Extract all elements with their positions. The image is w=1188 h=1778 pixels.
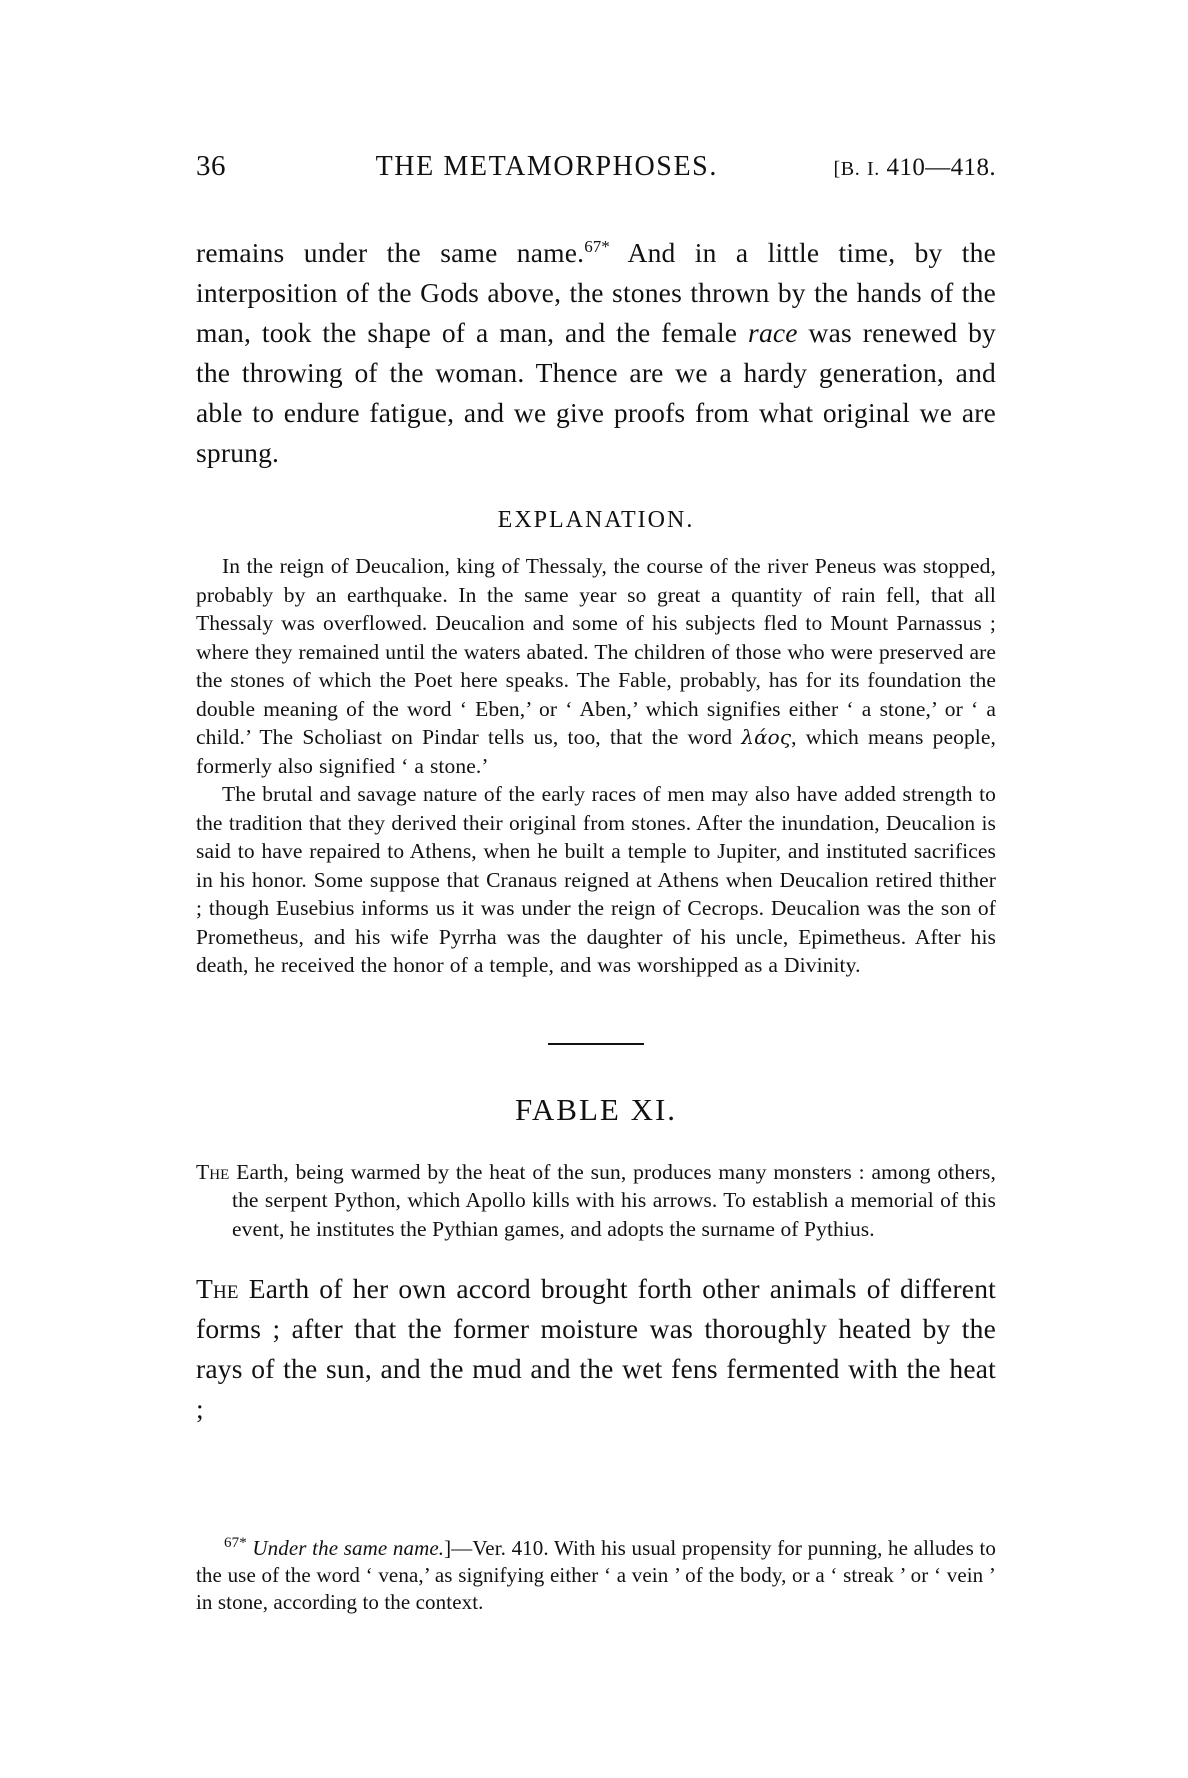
line-reference [828,154,996,182]
explanation-heading: EXPLANATION. [497,507,695,534]
explanation-paragraph-1 [196,552,996,780]
section-divider [196,1032,996,1050]
page-content [196,150,996,1429]
greek-word: λάος [741,725,792,750]
explanation-paragraph-2: The brutal and savage nature of the early races of men may also have added strength to the tradition that they derived their original from stones. After the inundation, Deucalion is said to have repaired to Athens, when he built a temple to Jupiter, and instituted sacrifices in his honor. Some suppose that Cranaus reigned at Athens when Deucalion retired thither ; though Eusebius informs us it was under the reign of Cecrops. Deucalion was the son of Prometheus, and his wife Pyrrha was the daughter of his uncle, Epimetheus. After his death, he received the honor of a temple, and was worshipped as a Divinity. [196,782,996,978]
footnote-lemma: Under the same name. [252,1536,445,1560]
argument-lead-word: The [196,1159,230,1184]
line-reference-book: I. [867,158,880,180]
main-text-part1: remains under the same name. [196,237,585,269]
line-reference-lines: 410—418. [886,154,996,181]
explanation-p1-a: In the reign of Deucalion, king of Thessaly, the course of the river Peneus was stopped, probably by an earthquake. In the same year so great a quantity of rain fell, that all Thessaly was overflowed. Deucalion and some of his subjects fled to Mount Parnassus ; where they remained until the waters abated. The children of those who were preserved are the stones of which the Poet here speaks. The Fable, probably, has for its foundation the double meaning of the word ‘ Eben,’ or ‘ Aben,’ which signifies either ‘ a stone,’ or ‘ a child.’ The Scholiast on Pindar tells us, too, that the word [196,554,996,750]
footnote-marker-inline[interactable]: 67* [584,237,610,256]
fable-argument-paragraph [196,1158,996,1244]
main-text-part3: was renewed by the throwing of the woman. Thence are we a hardy generation, and able to endure fatigue, and we give proofs from what original we are sprung. [196,317,997,469]
footnote-marker: 67* [224,1535,247,1551]
argument-rest: Earth, being warmed by the heat of the sun, produces many monsters : among others, the serpent Python, which Apollo kills with his arrows. To establish a memorial of this event, he institutes the Pythian games, and adopts the surname of Pythius. [229,1159,996,1241]
fable-body-lead-word: The [196,1273,239,1305]
main-paragraph [196,227,996,473]
fable-argument [196,1158,996,1244]
running-head [196,150,996,183]
main-text-part2: And in a little time, by the interposition of the Gods above, the stones thrown by the hands of the man, took the shape of a man, and the female [196,237,996,349]
explanation-p1-b: , which means people, formerly also signified ‘ a stone.’ [196,725,996,778]
fable-body-rest: Earth of her own accord brought forth other animals of different forms ; after that the former moisture was thoroughly heated by the rays of the sun, and the mud and the wet fens fermented with the heat ; [196,1273,996,1425]
fable-title: FABLE XI. [514,1091,678,1127]
fable-body [196,1269,996,1429]
main-text-italic: race [748,317,798,349]
footnote-text: ]—Ver. 410. With his usual propensity for punning, he alludes to the use of the word ‘ vena,’ as signifying either ‘ a vein ’ of the body, or a ‘ streak ’ or ‘ vein ’ in stone, according to the context. [196,1536,996,1614]
explanation-body [196,552,996,980]
divider-rule [548,1043,644,1045]
line-reference-prefix: [B. [833,158,861,180]
footnote-block [196,1530,996,1616]
page-title: THE METAMORPHOSES. [375,151,718,182]
footnote-paragraph [196,1530,996,1616]
page-number: 36 [196,150,226,182]
